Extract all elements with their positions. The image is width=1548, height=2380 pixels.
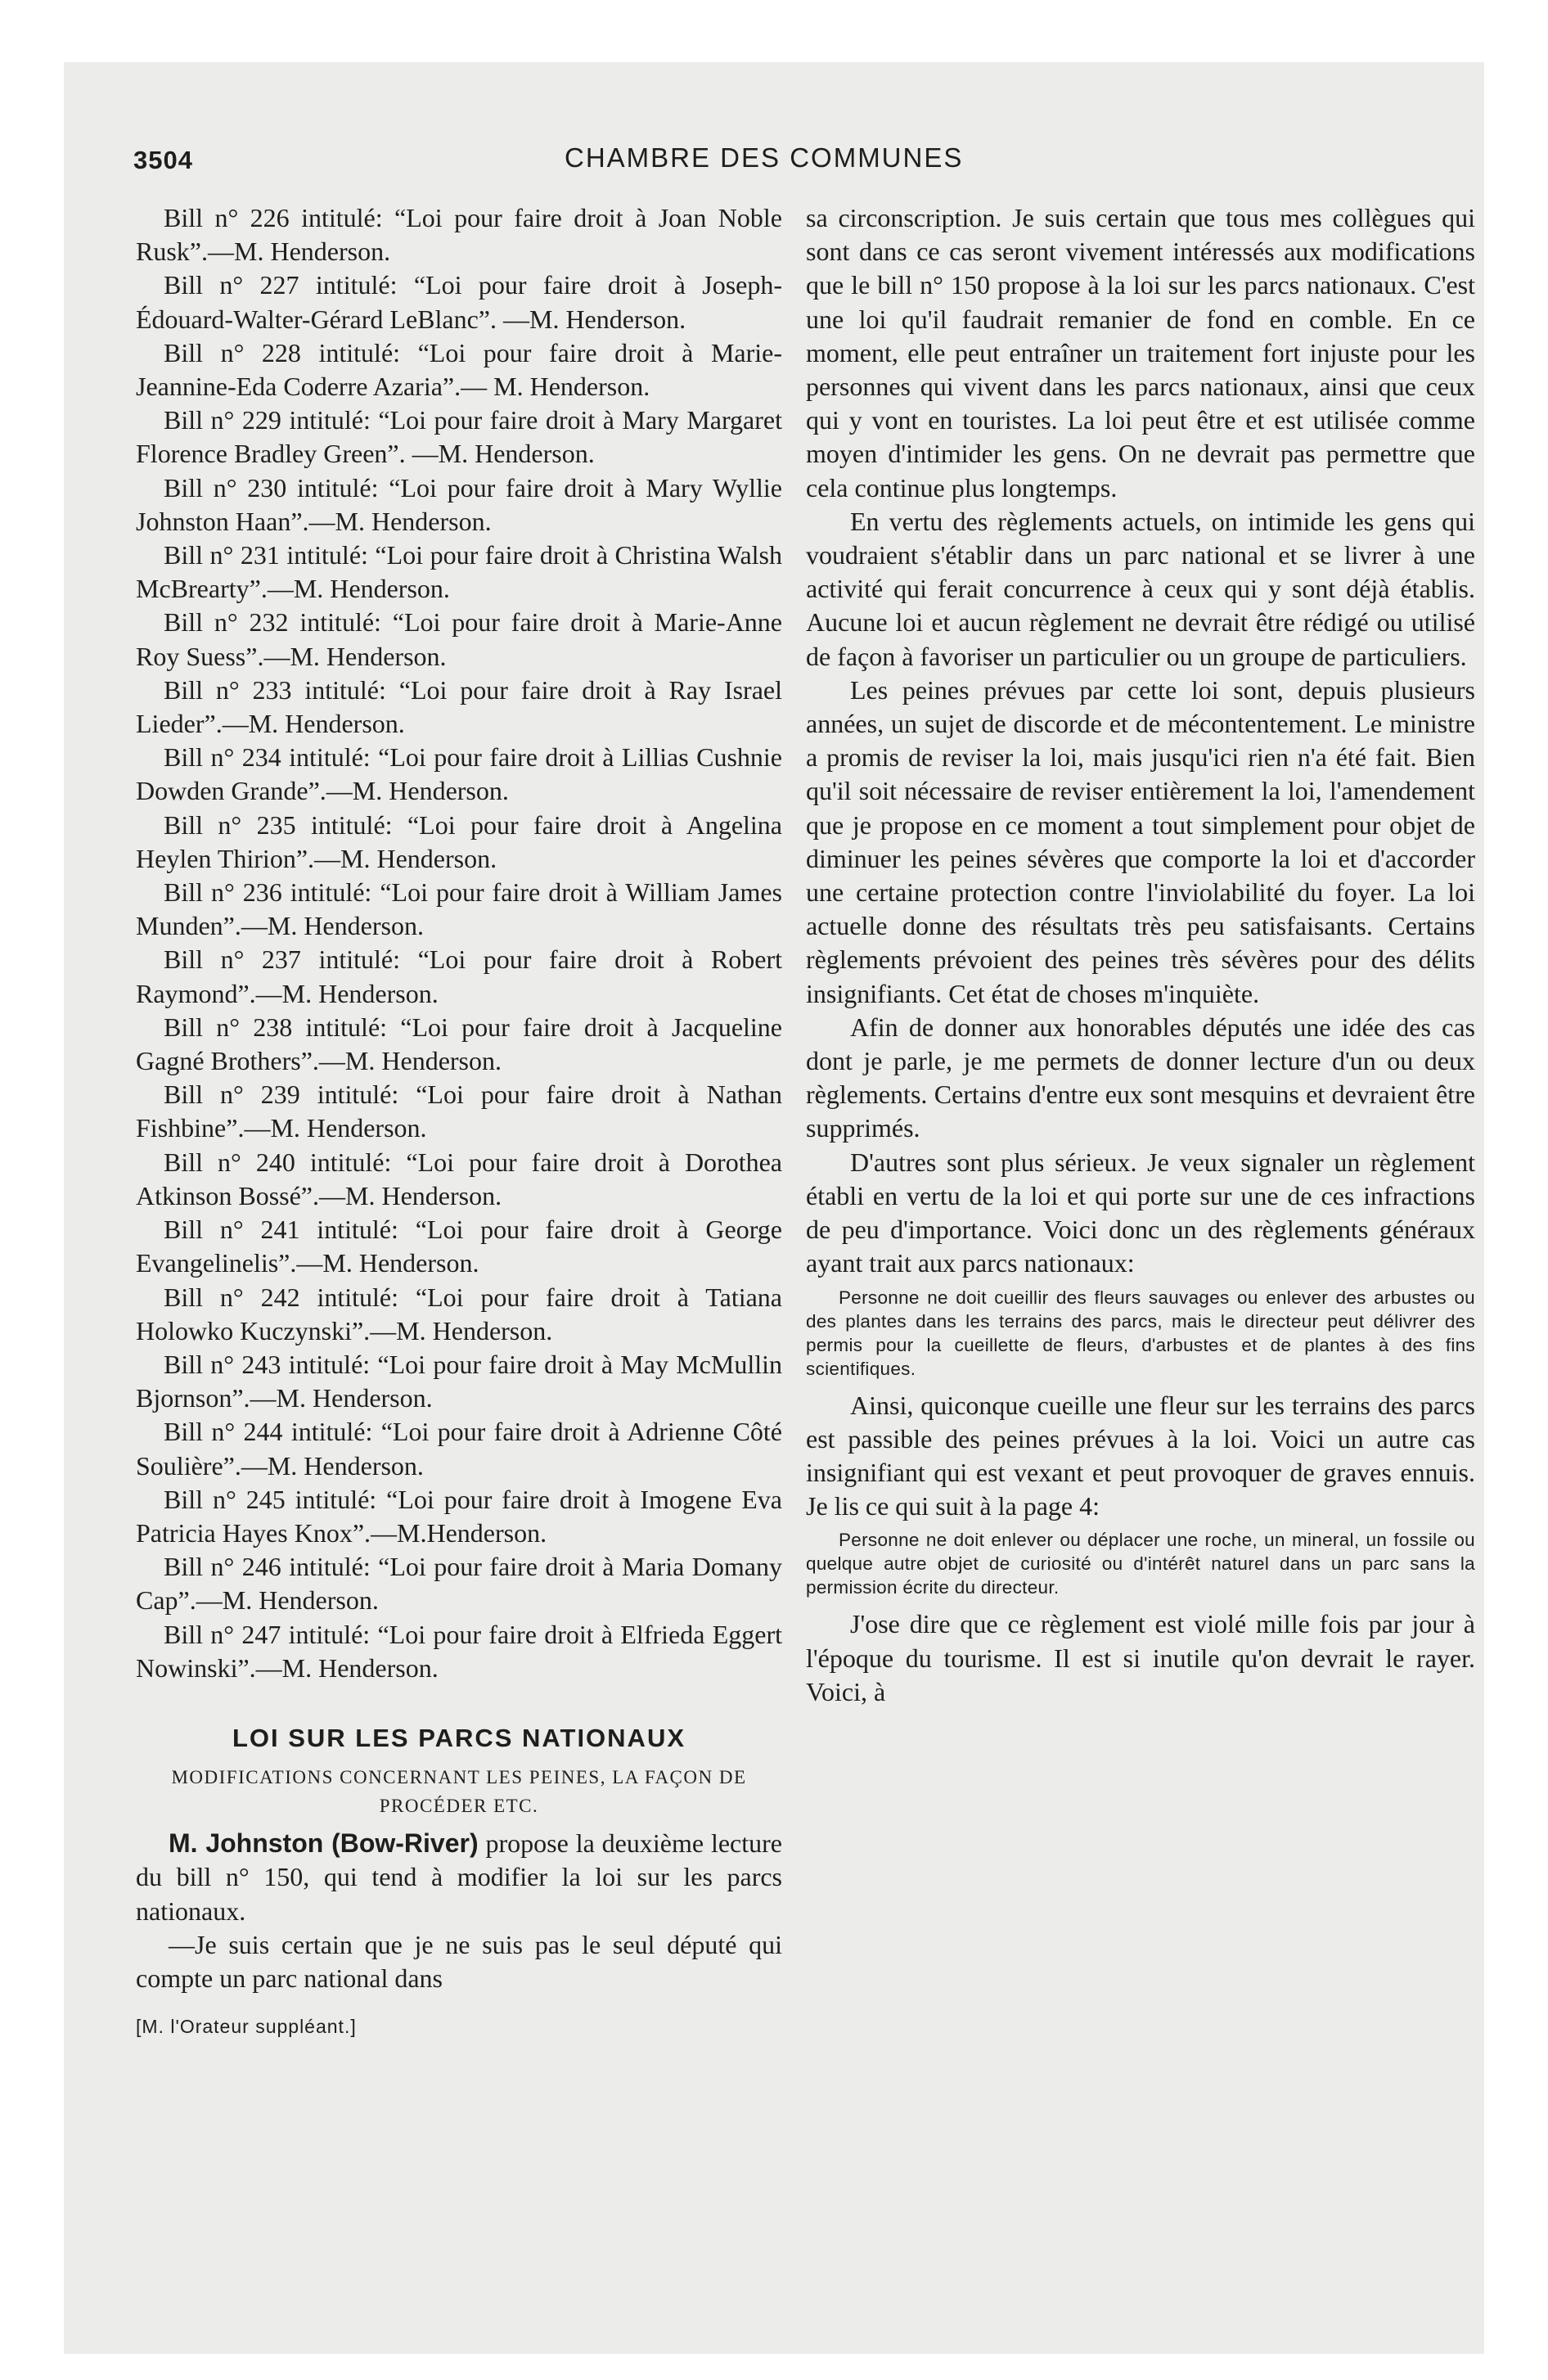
bill-entry: Bill n° 242 intitulé: “Loi pour faire droit à Tatiana Holowko Kuczynski”.—M. Henderson. bbox=[136, 1282, 782, 1346]
body-paragraph: Les peines prévues par cette loi sont, depuis plusieurs années, un sujet de discorde et de mécontentement. Le ministre a promis de reviser la loi, mais jusqu'ici rien n'a été fait. Bien qu'il soit nécessaire de reviser entièrement la loi, l'amendement que je propose en ce moment a tout simplement pour objet de diminuer les peines sévères que comporte la loi et d'accorder une certaine protection contre l'inviolabilité du foyer. La loi actuelle donne des résultats très peu satisfaisants. Certains règlements prévoient des peines très sévères pour des délits insignifiants. Cet état de choses m'inquiète. bbox=[806, 674, 1475, 1008]
speaker-text: propose la deuxième lecture du bill n° 150, qui tend à modifier la loi sur les parcs nationaux. bbox=[136, 1828, 783, 1926]
bill-entry: Bill n° 237 intitulé: “Loi pour faire droit à Robert Raymond”.—M. Henderson. bbox=[136, 944, 782, 1008]
bill-entry: Bill n° 245 intitulé: “Loi pour faire droit à Imogene Eva Patricia Hayes Knox”.—M.Henderson. bbox=[136, 1484, 782, 1548]
bill-entry: Bill n° 236 intitulé: “Loi pour faire droit à William James Munden”.—M. Henderson. bbox=[136, 877, 782, 941]
body-paragraph: Afin de donner aux honorables députés une idée des cas dont je parle, je me permets de donner lecture d'un ou deux règlements. Certains d'entre eux sont mesquins et devraient être supprimés. bbox=[806, 1012, 1475, 1143]
body-paragraph: —Je suis certain que je ne suis pas le seul député qui compte un parc national dans bbox=[136, 1929, 782, 1993]
bill-entry: Bill n° 232 intitulé: “Loi pour faire droit à Marie-Anne Roy Suess”.—M. Henderson. bbox=[136, 607, 782, 671]
bill-entry: Bill n° 227 intitulé: “Loi pour faire droit à Joseph-Édouard-Walter-Gérard LeBlanc”. —M. Henderson. bbox=[136, 270, 782, 334]
bill-entry: Bill n° 243 intitulé: “Loi pour faire droit à May McMullin Bjornson”.—M. Henderson. bbox=[136, 1349, 782, 1413]
bill-entry: Bill n° 231 intitulé: “Loi pour faire droit à Christina Walsh McBrearty”.—M. Henderson. bbox=[136, 540, 782, 604]
speaker-name: M. Johnston (Bow-River) bbox=[169, 1828, 479, 1859]
body-paragraph: sa circonscription. Je suis certain que tous mes collègues qui sont dans ce cas seront vivement intéressés aux modifications que le bill n° 150 propose à la loi sur les parcs nationaux. C'est une loi qu'il faudrait remanier de fond en comble. En ce moment, elle peut entraîner un traitement fort injuste pour les personnes qui vivent dans les parcs nationaux, ainsi que ceux qui y vont en touristes. La loi peut être et est utilisée comme moyen d'intimider les gens. On ne devrait pas permettre que cela continue plus longtemps. bbox=[806, 203, 1475, 503]
footer-note: [M. l'Orateur suppléant.] bbox=[136, 2016, 357, 2038]
page-number: 3504 bbox=[133, 146, 193, 174]
bill-entry: Bill n° 247 intitulé: “Loi pour faire droit à Elfrieda Eggert Nowinski”.—M. Henderson. bbox=[136, 1619, 782, 1683]
bill-entry: Bill n° 233 intitulé: “Loi pour faire droit à Ray Israel Lieder”.—M. Henderson. bbox=[136, 674, 782, 739]
bill-entry: Bill n° 234 intitulé: “Loi pour faire droit à Lillias Cushnie Dowden Grande”.—M. Henderson. bbox=[136, 742, 782, 806]
regulation-quote: Personne ne doit cueillir des fleurs sauvages ou enlever des arbustes ou des plantes dans les terrains des parcs, mais le directeur peut délivrer des permis pour la cueillette de fleurs, d'arbustes et de plantes à des fins scientifiques. bbox=[806, 1287, 1475, 1379]
bill-entry: Bill n° 226 intitulé: “Loi pour faire droit à Joan Noble Rusk”.—M. Henderson. bbox=[136, 203, 782, 267]
left-column bbox=[136, 201, 782, 2044]
bill-entry: Bill n° 238 intitulé: “Loi pour faire droit à Jacqueline Gagné Brothers”.—M. Henderson. bbox=[136, 1012, 782, 1076]
regulation-quote: Personne ne doit enlever ou déplacer une roche, un mineral, un fossile ou quelque autre objet de curiosité ou d'intérêt naturel dans un parc sans la permission écrite du directeur. bbox=[806, 1530, 1475, 1598]
bill-entry: Bill n° 246 intitulé: “Loi pour faire droit à Maria Domany Cap”.—M. Henderson. bbox=[136, 1552, 782, 1616]
bill-entry: Bill n° 230 intitulé: “Loi pour faire droit à Mary Wyllie Johnston Haan”.—M. Henderson. bbox=[136, 472, 782, 536]
section-subtitle: MODIFICATIONS CONCERNANT LES PEINES, LA FAÇON DE PROCÉDER ETC. bbox=[171, 1767, 747, 1817]
bill-entry: Bill n° 229 intitulé: “Loi pour faire droit à Mary Margaret Florence Bradley Green”. —M. Henderson. bbox=[136, 405, 782, 469]
bill-entry: Bill n° 244 intitulé: “Loi pour faire droit à Adrienne Côté Soulière”.—M. Henderson. bbox=[136, 1417, 782, 1481]
bill-entry: Bill n° 239 intitulé: “Loi pour faire droit à Nathan Fishbine”.—M. Henderson. bbox=[136, 1080, 782, 1143]
body-paragraph: Ainsi, quiconque cueille une fleur sur les terrains des parcs est passible des peines prévues à la loi. Voici un autre cas insignifiant qui est vexant et peut provoquer de graves ennuis. Je lis ce qui suit à la page 4: bbox=[806, 1390, 1475, 1521]
section-title: LOI SUR LES PARCS NATIONAUX bbox=[232, 1723, 686, 1752]
right-column bbox=[806, 201, 1475, 1709]
bill-entry: Bill n° 228 intitulé: “Loi pour faire droit à Marie-Jeannine-Eda Coderre Azaria”.— M. Henderson. bbox=[136, 337, 782, 402]
body-paragraph: D'autres sont plus sérieux. Je veux signaler un règlement établi en vertu de la loi et qui porte sur une de ces infractions de peu d'importance. Voici donc un des règlements généraux ayant trait aux parcs nationaux: bbox=[806, 1147, 1475, 1278]
running-head: CHAMBRE DES COMMUNES bbox=[565, 142, 964, 173]
body-paragraph: En vertu des règlements actuels, on intimide les gens qui voudraient s'établir dans un parc national et se livrer à une activité qui ferait concurrence à ceux qui y sont déjà établis. Aucune loi et aucun règlement ne devrait être rédigé ou utilisé de façon à favoriser un particulier ou un groupe de particuliers. bbox=[806, 506, 1475, 671]
body-paragraph: J'ose dire que ce règlement est violé mille fois par jour à l'époque du tourisme. Il est si inutile qu'on devrait le rayer. Voici, à bbox=[806, 1609, 1475, 1706]
speaker-paragraph bbox=[136, 1827, 782, 1928]
bill-entry: Bill n° 235 intitulé: “Loi pour faire droit à Angelina Heylen Thirion”.—M. Henderson. bbox=[136, 809, 782, 873]
bill-entry: Bill n° 241 intitulé: “Loi pour faire droit à George Evangelinelis”.—M. Henderson. bbox=[136, 1215, 782, 1278]
bill-entry: Bill n° 240 intitulé: “Loi pour faire droit à Dorothea Atkinson Bossé”.—M. Henderson. bbox=[136, 1147, 782, 1210]
